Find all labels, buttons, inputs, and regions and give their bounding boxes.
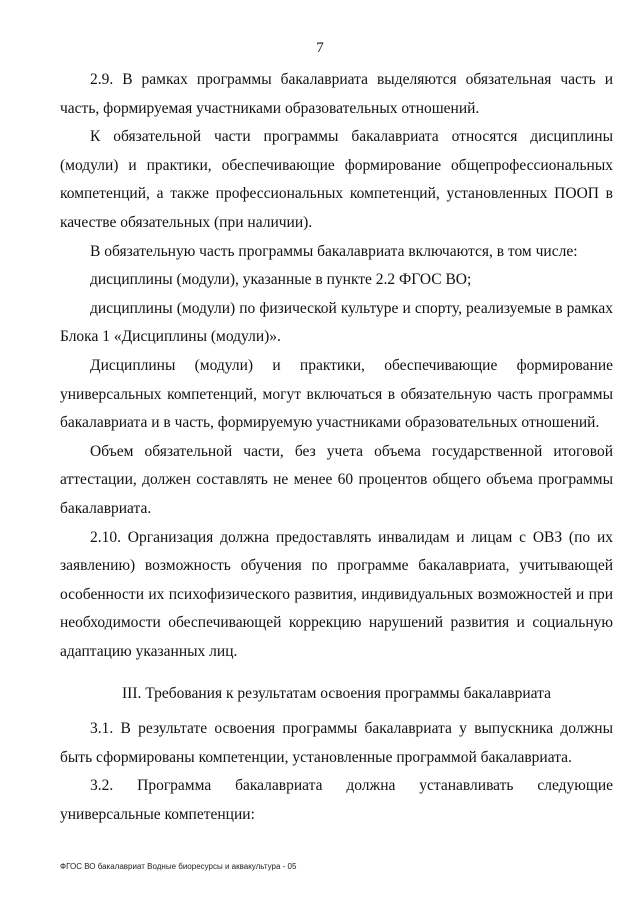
paragraph-2-9: 2.9. В рамках программы бакалавриата выделяются обязательная часть и часть, формируемая участниками образовательных отношений.: [60, 71, 613, 117]
page-footer: ФГОС ВО бакалавриат Водные биоресурсы и аквакультура - 05: [60, 862, 297, 871]
paragraph-physical-culture: дисциплины (модули) по физической культуре и спорту, реализуемые в рамках Блока 1 «Дисциплины (модули)».: [60, 299, 613, 346]
paragraph-mandatory-includes: В обязательную часть программы бакалавриата включаются, в том числе:: [90, 242, 578, 260]
paragraph-2-10: 2.10. Организация должна предоставлять инвалидам и лицам с ОВЗ (по их заявлению) возможность обучения по программе бакалавриата, учитывающей особенности их психофизического развития, индивидуальных возможностей и при необходимости обеспечивающей коррекцию нарушений развития и социальную адаптацию указанных лиц.: [60, 528, 613, 660]
paragraph-3-1: 3.1. В результате освоения программы бакалавриата у выпускника должны быть сформированы компетенции, установленные программой бакалавриата.: [60, 720, 613, 766]
paragraph-3-2: 3.2. Программа бакалавриата должна устанавливать следующие универсальные компетенции:: [60, 777, 613, 823]
section-heading: III. Требования к результатам освоения программы бакалавриата: [122, 685, 551, 703]
paragraph-universal-competencies: Дисциплины (модули) и практики, обеспечивающие формирование универсальных компетенций, могут включаться в обязательную часть программы бакалавриата и в часть, формируемую участниками образовательных отношений.: [60, 356, 613, 432]
page-number: 7: [316, 40, 324, 56]
paragraph-disciplines-2-2: дисциплины (модули), указанные в пункте 2.2 ФГОС ВО;: [90, 271, 472, 289]
paragraph-volume: Объем обязательной части, без учета объема государственной итоговой аттестации, должен составлять не менее 60 процентов общего объема программы бакалавриата.: [60, 442, 613, 517]
document-body: [60, 66, 613, 829]
paragraph-mandatory-part: К обязательной части программы бакалавриата относятся дисциплины (модули) и практики, обеспечивающие формирование общепрофессиональных компетенций, а также профессиональных компетенций, установленных ПООП в качестве обязательных (при наличии).: [60, 128, 613, 231]
